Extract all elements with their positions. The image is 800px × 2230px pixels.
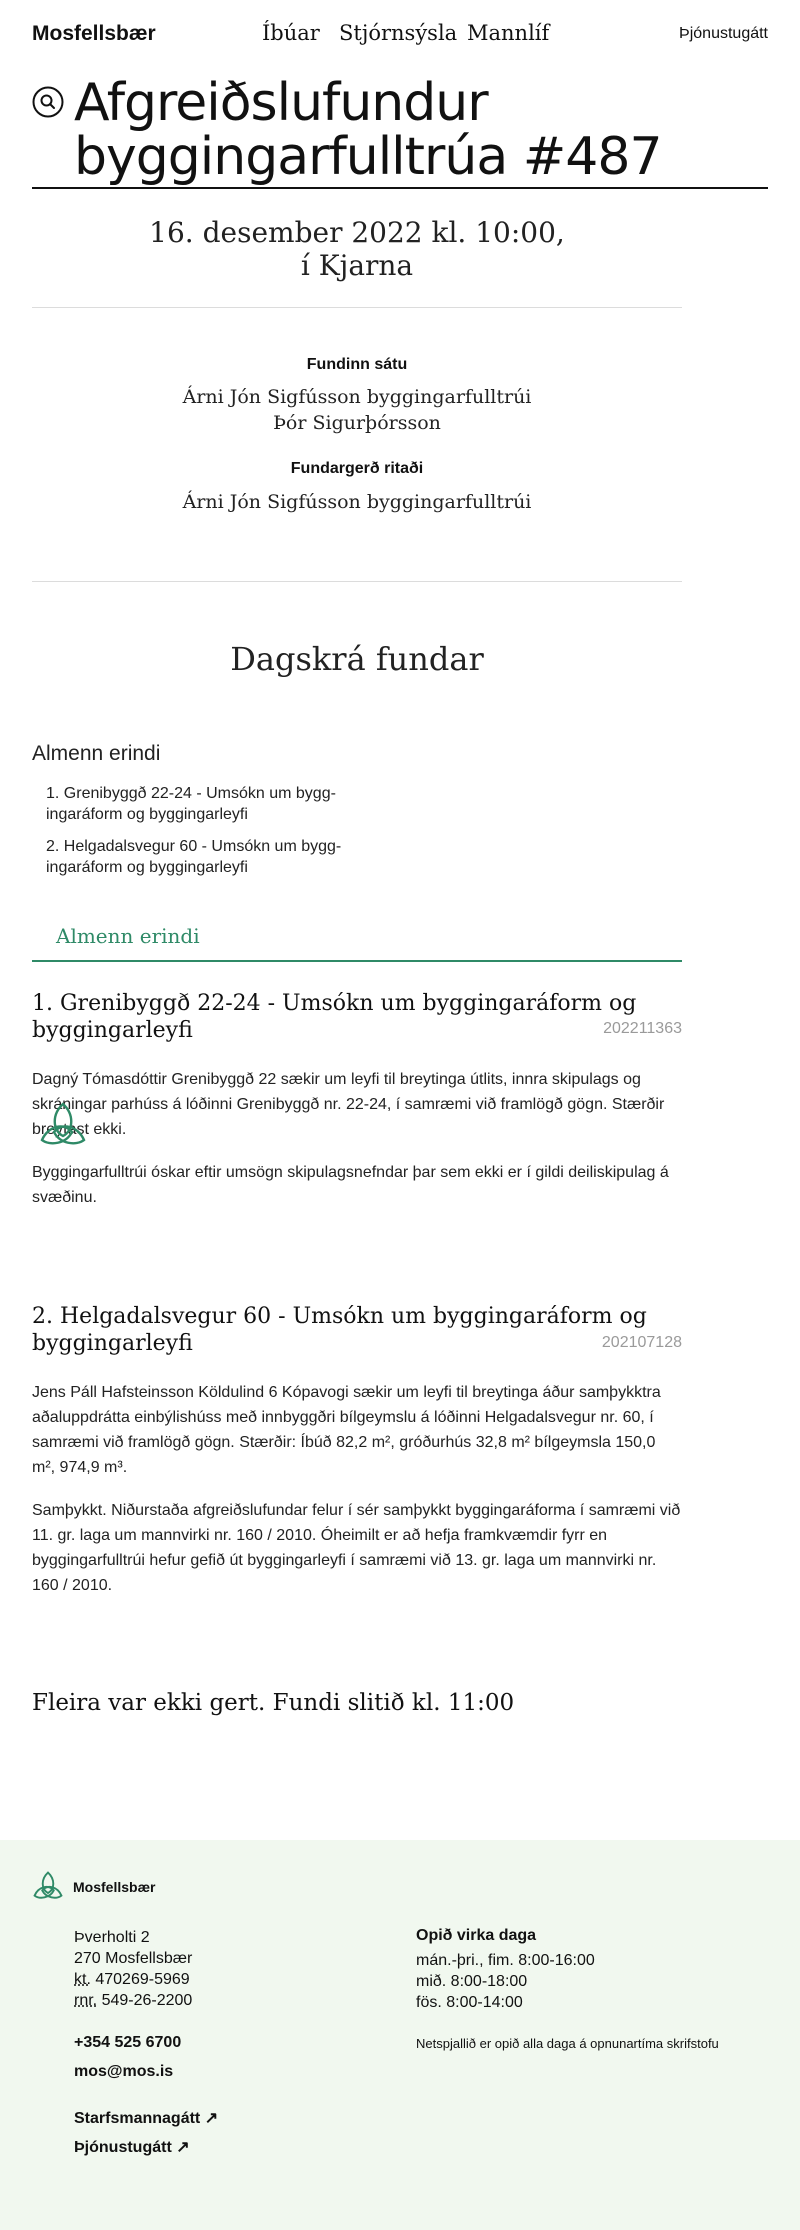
hours-line: mán.-þri., fim. 8:00-16:00 [416,1952,595,1969]
section-tab-underline [32,960,682,962]
rnr-value: 549-26-2200 [101,1992,193,2009]
attendees-label: Fundinn sátu [306,356,408,373]
section-tab[interactable]: Almenn erindi [56,924,200,948]
case-paragraph: Jens Páll Hafsteinsson Köldulind 6 Kópavogi sækir um leyfi til breytinga áður samþykktra aðaluppdrátta einbýlishúss með innbyggðri bílgeymslu á lóðinni Helgadalsvegur nr. 60, í samræmi við framlögð gögn. Stærðir: Íbúð 82,2 m², gróðurhús 32,8 m² bílgeymsla 150,0 m², 974,9 m³. [32,1384,661,1476]
agenda-section-title: Almenn erindi [32,742,161,765]
hours-line: mið. 8:00-18:00 [416,1973,528,1990]
nav-item-mannlif[interactable]: Mannlíf [467,21,550,45]
title-divider [32,187,768,189]
hours-line: fös. 8:00-14:00 [416,1994,523,2011]
site-logo-text[interactable]: Mosfellsbær [32,22,156,45]
nav-item-stjornsysla[interactable]: Stjórnsýsla [339,21,458,45]
footer-email-link[interactable]: mos@mos.is [74,2063,174,2080]
service-portal-footer-link[interactable]: Þjónustugátt ↗ [74,2139,190,2156]
page-title: Afgreiðslufundur byggingarfulltrúa #487 [74,73,662,187]
case-paragraph: Samþykkt. Niðurstaða afgreiðslufundar felur í sér samþykkt byggingaráforma í samræmi við 11. gr. laga um mannvirki nr. 160 / 2010. Óheimilt er að hefja framkvæmdir fyrr en byggingarfulltrúi hefur gefið út byggingarleyfi í samræmi við 13. gr. laga um mannvirki nr. 160 / 2010. [32,1502,681,1594]
nav-item-ibuar[interactable]: Íbúar [262,21,320,45]
kt-value: 470269-5969 [95,1971,190,1988]
meeting-date [32,216,682,282]
opening-hours-title: Opið virka daga [416,1927,537,1944]
meeting-location: í Kjarna [300,249,414,282]
agenda-item-link[interactable]: 2. Helgadalsvegur 60 - Umsókn um byggingaráform og byggingarleyfi [46,838,342,876]
mosfellsbaer-logo-icon[interactable] [38,1100,88,1150]
rnr-line [74,1990,192,2011]
agenda-item-link[interactable]: 1. Grenibyggð 22-24 - Umsókn um byggingaráform og byggingarleyfi [46,785,336,823]
kt-label: kt. [74,1971,91,1988]
mosfellsbaer-logo-icon[interactable] [32,1870,64,1902]
agenda-heading: Dagskrá fundar [230,640,484,678]
kt-line [74,1969,192,1990]
service-portal-link[interactable]: Þjónustugátt [679,25,768,42]
divider [32,581,682,582]
staff-portal-link[interactable]: Starfsmannagátt ↗ [74,2110,219,2127]
address-street: Þverholti 2 [74,1929,150,1946]
meeting-date-time: 16. desember 2022 kl. 10:00, [149,216,565,249]
search-icon[interactable] [32,86,64,118]
attendee: Árni Jón Sigfússon byggingarfulltrúi [182,386,532,408]
footer-brand[interactable]: Mosfellsbær [73,1879,156,1895]
footer-address [74,1927,192,2011]
closing-statement: Fleira var ekki gert. Fundi slitið kl. 11:00 [32,1690,515,1716]
address-city: 270 Mosfellsbær [74,1950,193,1967]
divider [32,307,682,308]
case-paragraph: Byggingarfulltrúi óskar eftir umsögn skipulagsnefndar þar sem ekki er í gildi deiliskipulag á svæðinu. [32,1164,669,1206]
case-paragraph: Dagný Tómasdóttir Grenibyggð 22 sækir um leyfi til breytinga útlits, innra skipulags og skráningar parhúss á lóðinni Grenibyggð nr. 22-24, í samræmi við framlögð gögn. Stærðir breytast ekki. [32,1071,665,1138]
case-number: 202107128 [601,1334,682,1351]
case-number: 202211363 [603,1020,682,1037]
opening-hours [416,1950,595,2013]
chat-hours-note: Netspjallið er opið alla daga á opnunartíma skrifstofu [416,2036,719,2051]
minutes-taker: Árni Jón Sigfússon byggingarfulltrúi [182,491,532,513]
rnr-label: rnr. [74,1992,98,2009]
footer-phone-link[interactable]: +354 525 6700 [74,2034,182,2051]
case-title: 2. Helgadalsvegur 60 - Umsókn um byggingaráform og byggingarleyfi [32,1304,647,1356]
case-title: 1. Grenibyggð 22-24 - Umsókn um byggingaráform og byggingarleyfi [32,991,637,1043]
attendee: Þór Sigurþórsson [273,412,441,434]
minutes-label: Fundargerð ritaði [290,460,424,477]
